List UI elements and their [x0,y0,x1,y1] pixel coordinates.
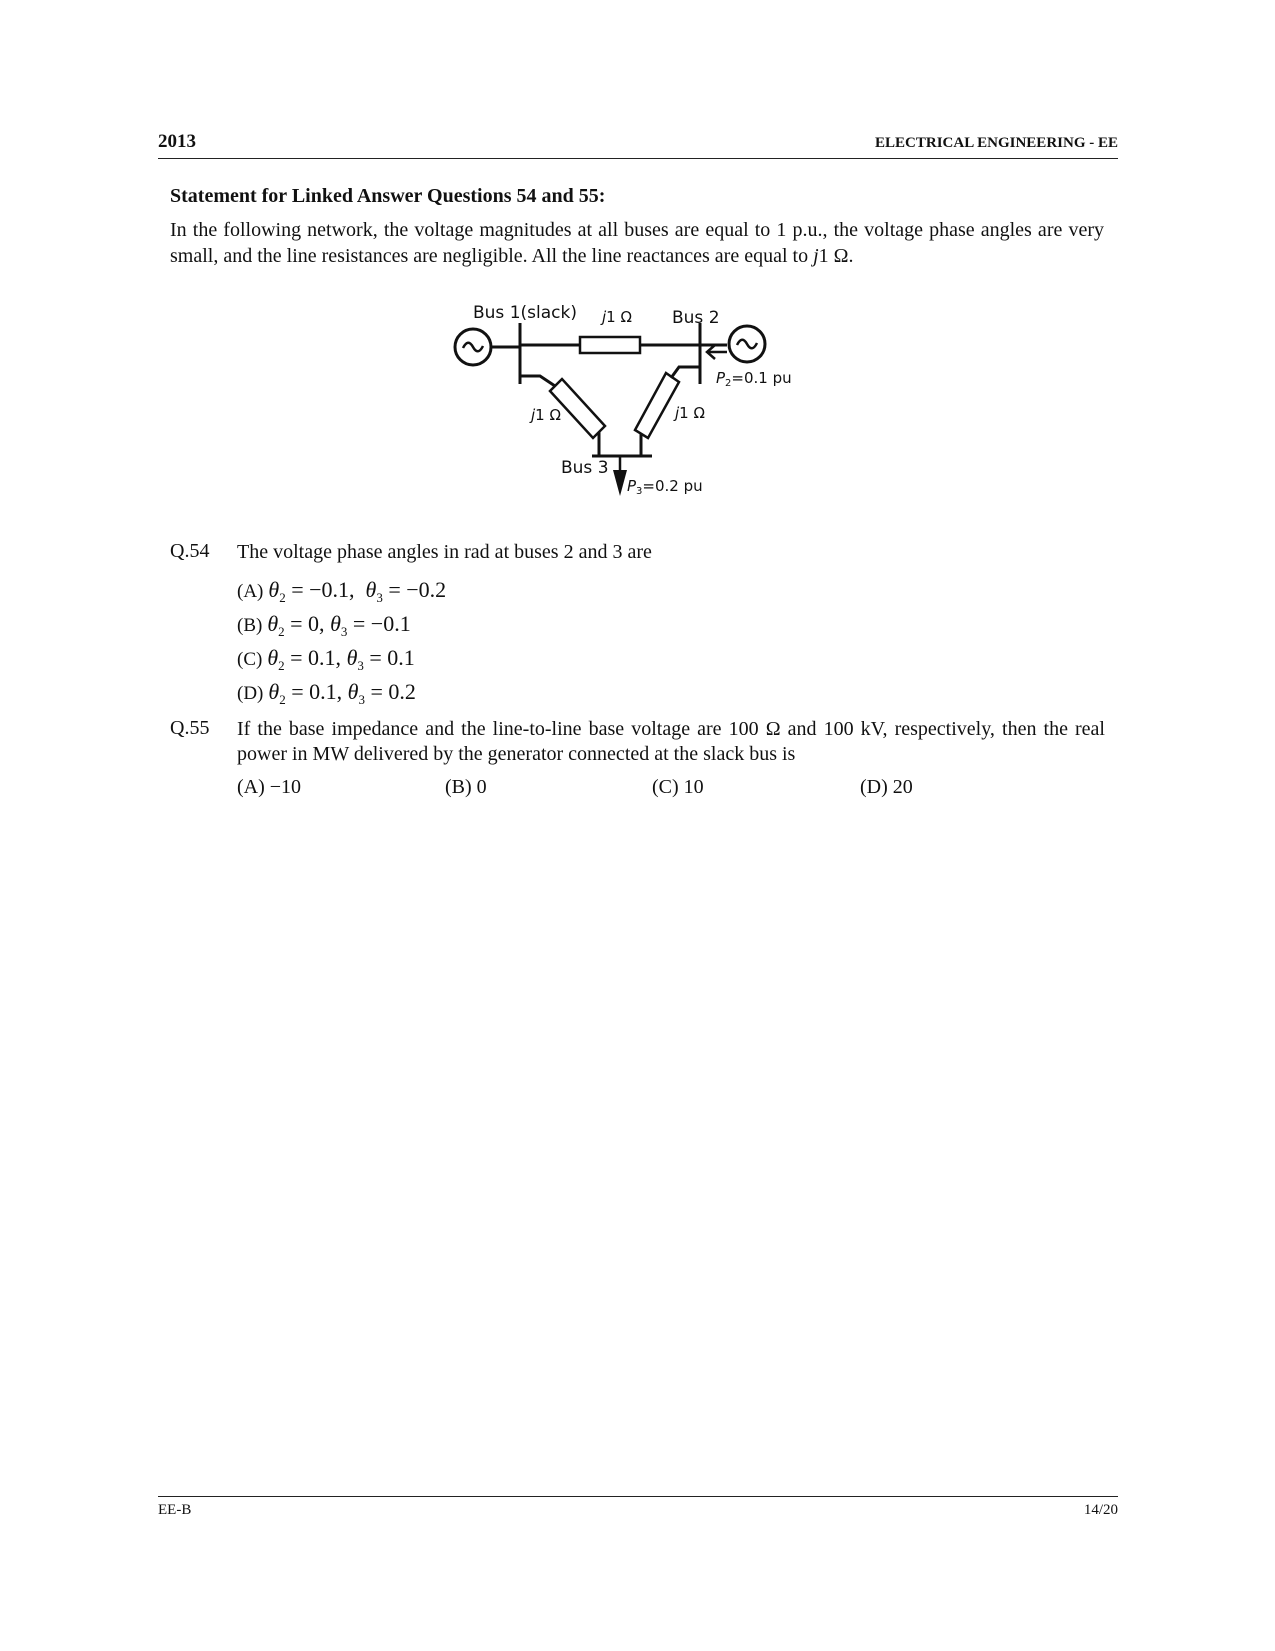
line-13-reactance: j1 Ω [531,406,561,424]
generator-2-wave [737,340,757,349]
q55-option-c: (C) 10 [652,776,704,798]
footer-code: EE-B [158,1502,192,1518]
line-23-impedance [635,373,679,438]
line-23-top [671,367,700,378]
q55-option-d: (D) 20 [860,776,913,798]
generator-1-wave [463,343,483,352]
statement-body [170,217,1104,269]
header-year: 2013 [158,131,196,152]
load-arrow-head [613,470,627,496]
statement-heading: Statement for Linked Answer Questions 54 and 55: [170,185,606,207]
header-subject: ELECTRICAL ENGINEERING - EE [875,135,1118,151]
q54-option-c: (C) $\theta_2 = 0.1$, $\theta_3 = 0.1$ [237,645,415,673]
q54-option-b: (B) $\theta_2 = 0$, $\theta_3 = -0.1$ [237,611,411,639]
statement-text-1: In the following network, the voltage magnitudes at all buses are equal to 1 p.u., the voltage phase angles are very small, and the line resistances are negligible. All the line reactances are equal to [170,219,1104,267]
bus-1-label: Bus 1(slack) [473,303,577,323]
line-12-reactance: j1 Ω [602,308,632,326]
line-13-top [520,376,555,386]
q55-number: Q.55 [170,717,210,739]
header-rule [158,158,1118,159]
statement-j: j [813,245,819,267]
q54-number: Q.54 [170,540,210,562]
q55-text: If the base impedance and the line-to-line base voltage are 100 Ω and 100 kV, respectively, then the real power in MW delivered by the generator connected at the slack bus is [237,718,1105,765]
statement-text-2: 1 Ω. [818,245,854,267]
footer-rule [158,1496,1118,1497]
p2-label: $P_2=0.1$ pu [716,369,792,389]
q55-option-a: (A) −10 [237,776,302,798]
footer-page-number: 14/20 [1083,1502,1118,1518]
q55-option-b: (B) 0 [445,776,487,798]
bus-3-label: Bus 3 [561,458,609,478]
q54-text: The voltage phase angles in rad at buses 2 and 3 are [237,541,652,563]
network-diagram [465,303,845,530]
bus-2-label: Bus 2 [672,308,720,328]
q54-option-d: (D) $\theta_2 = 0.1$, $\theta_3 = 0.2$ [237,679,416,707]
line-23-reactance: j1 Ω [675,404,705,422]
q54-option-a: (A) $\theta_2 = -0.1$, $\theta_3 = -0.2$ [237,577,447,605]
p3-label: $P_3=0.2$ pu [627,477,703,497]
line-12-impedance [580,337,640,353]
